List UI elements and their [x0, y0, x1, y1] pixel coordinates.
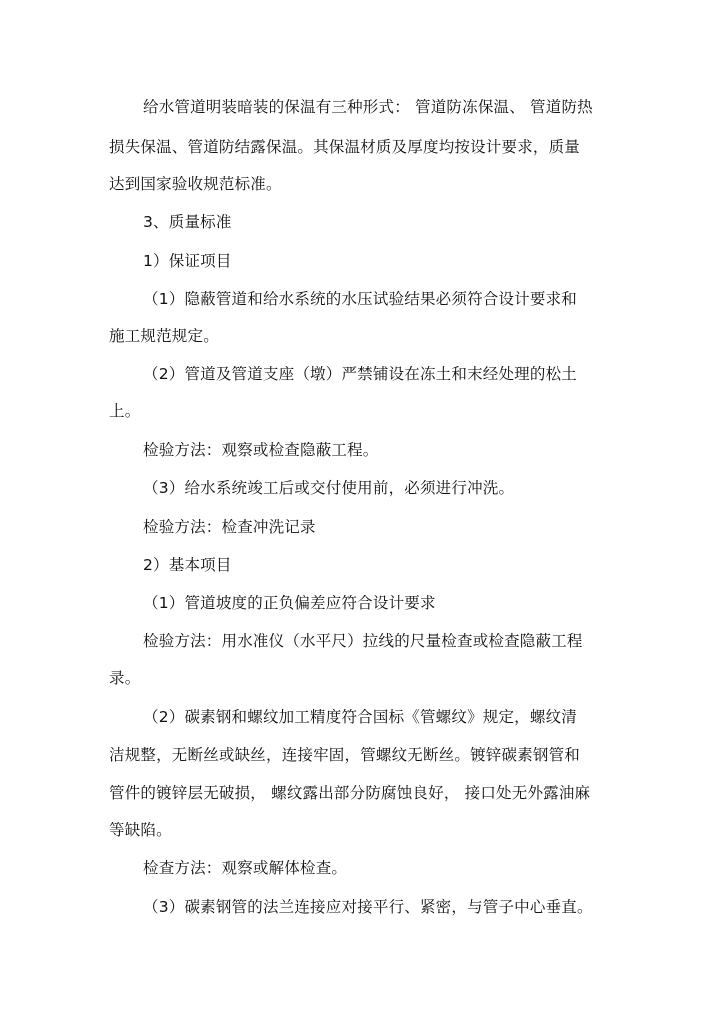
- text-line: 录。: [109, 669, 141, 687]
- text-line: 检验方法：用水准仪（水平尺）拉线的尺量检查或检查隐蔽工程: [143, 632, 583, 650]
- text-line: （3）给水系统竣工后或交付使用前，必须进行冲洗。: [143, 479, 515, 497]
- text-line: 管件的镀锌层无破损， 螺纹露出部分防腐蚀良好， 接口处无外露油麻: [109, 784, 591, 802]
- text-line: 给水管道明装暗装的保温有三种形式： 管道防冻保温、 管道防热: [143, 98, 593, 116]
- text-line: （3）碳素钢管的法兰连接应对接平行、紧密，与管子中心垂直。: [143, 898, 593, 916]
- text-line: 上。: [109, 402, 141, 420]
- text-line: 检验方法：观察或检查隐蔽工程。: [143, 441, 379, 459]
- section-heading: 3、质量标准: [143, 213, 232, 231]
- text-line: （1）隐蔽管道和给水系统的水压试验结果必须符合设计要求和: [143, 290, 577, 308]
- subsection-heading: 1）保证项目: [143, 252, 232, 270]
- text-line: 损失保温、管道防结露保温。其保温材质及厚度均按设计要求，质量: [109, 138, 581, 156]
- text-line: （2）碳素钢和螺纹加工精度符合国标《管螺纹》规定，螺纹清: [143, 708, 577, 726]
- text-line: 等缺陷。: [109, 821, 172, 839]
- text-line: 洁规整，无断丝或缺丝，连接牢固，管螺纹无断丝。镀锌碳素钢管和: [109, 746, 581, 764]
- subsection-heading: 2）基本项目: [143, 556, 232, 574]
- text-line: 检验方法：检查冲洗记录: [143, 518, 316, 536]
- text-line: 检查方法：观察或解体检查。: [143, 859, 348, 877]
- text-line: （2）管道及管道支座（墩）严禁铺设在冻土和末经处理的松土: [143, 365, 577, 383]
- text-line: 施工规范规定。: [109, 327, 219, 345]
- text-line: （1）管道坡度的正负偏差应符合设计要求: [143, 594, 436, 612]
- text-line: 达到国家验收规范标准。: [109, 175, 282, 193]
